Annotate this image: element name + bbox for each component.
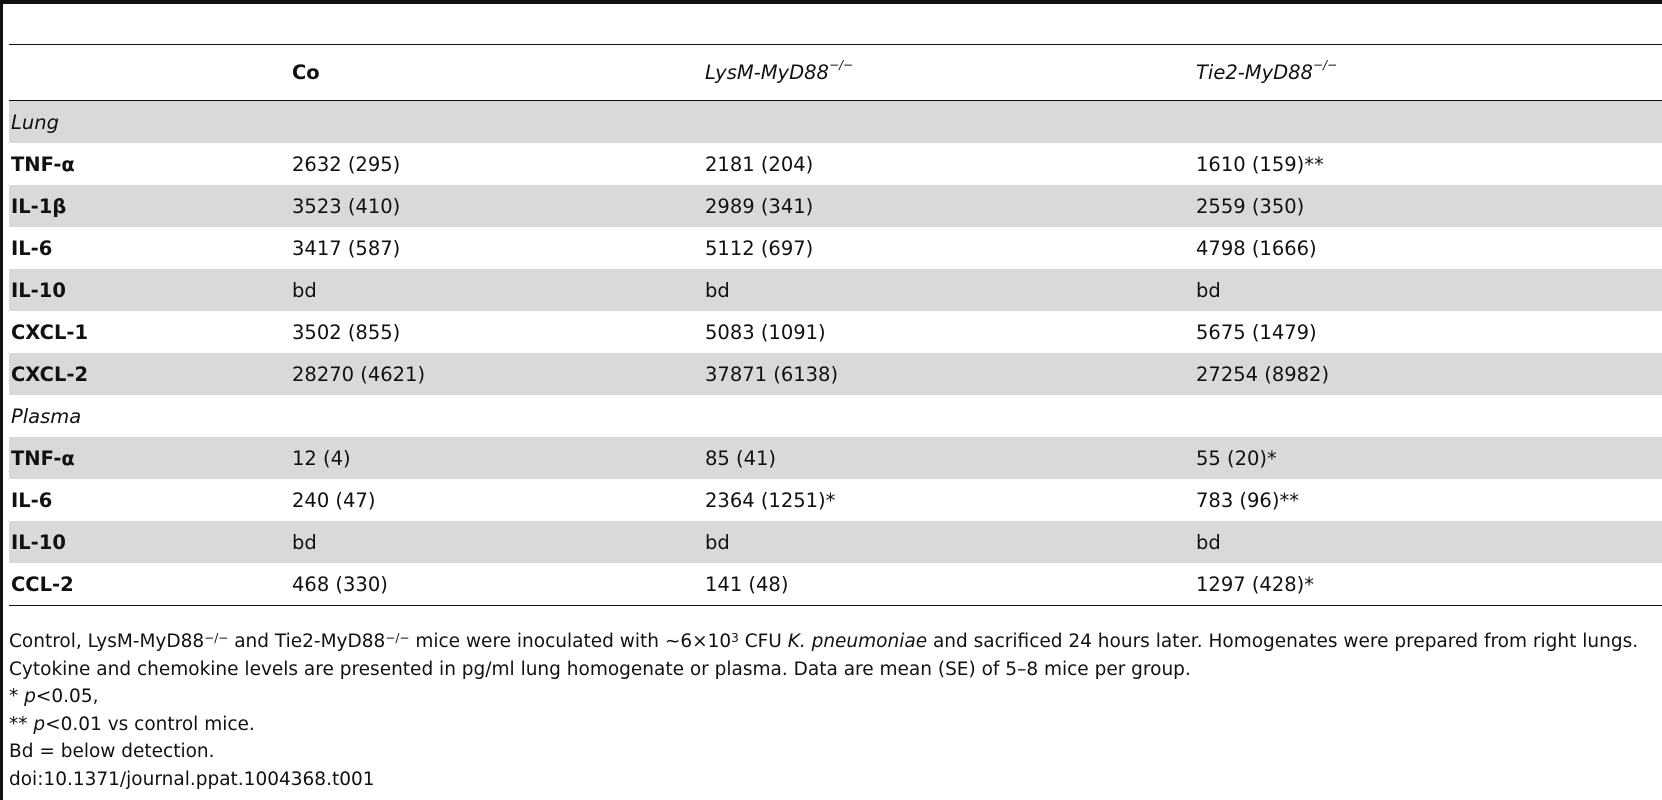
row-label: IL-10 (9, 269, 290, 311)
table-row (9, 311, 1662, 353)
footnote-bd: Bd = below detection. (9, 741, 215, 762)
top-border-rule (0, 0, 1662, 4)
table-cell: bd (290, 521, 703, 563)
table-cell: 5083 (1091) (705, 320, 826, 344)
row-label: IL-6 (11, 488, 53, 512)
table-cell: 4798 (1666) (1196, 236, 1317, 260)
cytokine-table (9, 44, 1662, 606)
table-cell: 3417 (587) (292, 236, 401, 260)
header-co: Co (292, 61, 320, 84)
table-cell: 2181 (204) (705, 152, 814, 176)
table-row (9, 353, 1662, 395)
table-cell: 3523 (410) (290, 185, 703, 227)
section-label: Lung (9, 101, 1662, 144)
table-body (9, 101, 1662, 606)
table-cell: 240 (47) (292, 488, 376, 512)
row-label: CCL-2 (9, 563, 290, 606)
table-cell: 85 (41) (703, 437, 1194, 479)
header-empty (9, 45, 290, 101)
table-cell: bd (290, 269, 703, 311)
table-cell: bd (703, 269, 1194, 311)
table-cell: 12 (4) (290, 437, 703, 479)
row-label: CXCL-2 (9, 353, 290, 395)
table-cell: 28270 (4621) (290, 353, 703, 395)
footnote-p05: * p<0.05, (9, 686, 99, 707)
row-label: TNF-α (9, 437, 290, 479)
table-cell: 468 (330) (290, 563, 703, 606)
table-cell: 5112 (697) (705, 236, 814, 260)
table-cell: 2989 (341) (703, 185, 1194, 227)
table-row (9, 479, 1662, 521)
table-cell: 3502 (855) (292, 320, 401, 344)
table-cell: 1610 (159)** (1196, 152, 1324, 176)
table-row (9, 437, 1662, 479)
table-cell: 2364 (1251)* (705, 488, 836, 512)
footnote-doi: doi:10.1371/journal.ppat.1004368.t001 (9, 768, 375, 790)
table-cell: 27254 (8982) (1194, 353, 1662, 395)
table-cell: 37871 (6138) (703, 353, 1194, 395)
table-cell: 783 (96)** (1196, 488, 1299, 512)
table-cell: 141 (48) (703, 563, 1194, 606)
row-label: IL-6 (11, 236, 53, 260)
table-row (9, 521, 1662, 563)
data-table-container (9, 44, 1662, 606)
footnote-p01: ** p<0.01 vs control mice. (9, 713, 255, 735)
table-header-row (9, 45, 1662, 101)
table-row (9, 563, 1662, 606)
section-row (9, 395, 1662, 437)
header-tie2-myd88: Tie2-MyD88−/− (1196, 58, 1338, 84)
table-cell: bd (703, 521, 1194, 563)
table-row (9, 269, 1662, 311)
table-row (9, 227, 1662, 269)
row-label: TNF-α (11, 152, 75, 176)
row-label: IL-10 (9, 521, 290, 563)
table-cell: 5675 (1479) (1196, 320, 1317, 344)
table-footnotes (9, 628, 1662, 793)
row-label: CXCL-1 (11, 320, 89, 344)
section-label: Plasma (11, 404, 82, 428)
table-caption: Control, LysM-MyD88−/− and Tie2-MyD88−/− mice were inoculated with $\sim 6\times 10^3$ CFU K. pneumoniae and sacrificed 24 hours later. Homogenates were prepared from right lungs. Cytokine and chemokine levels are presented in pg/ml lung homogenate or plasma. Data are mean (SE) of 5–8 mice per group. (9, 631, 1639, 680)
section-row (9, 101, 1662, 144)
row-label: IL-1β (9, 185, 290, 227)
table-cell: bd (1194, 269, 1662, 311)
table-cell: 1297 (428)* (1194, 563, 1662, 606)
table-cell: 55 (20)* (1194, 437, 1662, 479)
table-cell: bd (1194, 521, 1662, 563)
table-cell: 2559 (350) (1194, 185, 1662, 227)
table-row (9, 143, 1662, 185)
table-cell: 2632 (295) (292, 152, 401, 176)
table-row (9, 185, 1662, 227)
header-lysm-myd88: LysM-MyD88−/− (705, 58, 854, 84)
left-border-rule (0, 0, 3, 800)
